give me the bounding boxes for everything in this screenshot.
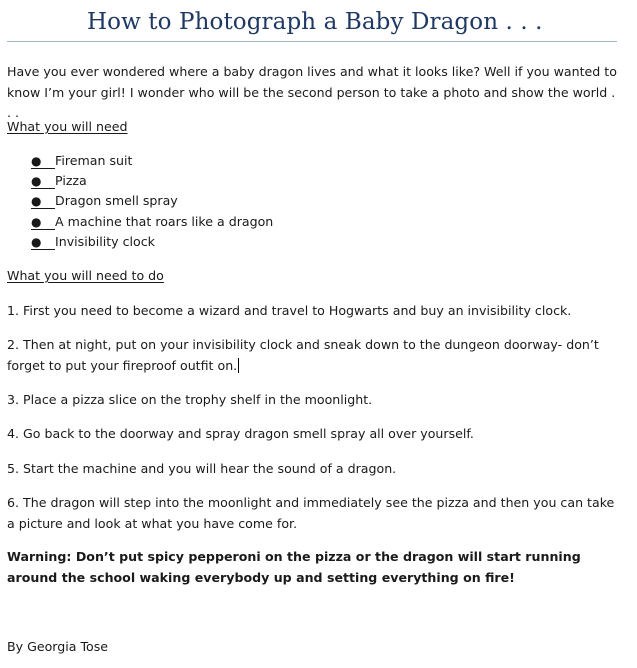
title-underline-rule <box>7 41 617 42</box>
step-paragraph: 4. Go back to the doorway and spray dragon smell spray all over yourself. <box>7 426 474 441</box>
list-item-label: A machine that roars like a dragon <box>55 213 274 229</box>
step-paragraph: 6. The dragon will step into the moonlight and immediately see the pizza and then you can take a picture and look at what you have come for. <box>7 495 615 531</box>
intro-paragraph: Have you ever wondered where a baby dragon lives and what it looks like? Well if you wanted to know I’m your girl! I wonder who will be the second person to take a photo and show the world . . . <box>7 64 617 120</box>
need-heading: What you will need <box>7 119 128 134</box>
bullet-icon: ● <box>31 236 55 250</box>
list-item <box>31 151 273 171</box>
do-heading: What you will need to do <box>7 268 164 283</box>
bullet-icon: ● <box>31 155 55 169</box>
bullet-icon: ● <box>31 195 55 209</box>
need-list <box>31 151 273 252</box>
list-item-label: Pizza <box>55 173 87 189</box>
author-line: By Georgia Tose <box>7 639 109 654</box>
list-item <box>31 171 273 191</box>
step-text: 2. Then at night, put on your invisibility clock and sneak down to the dungeon doorway- don’t forget to put your fireproof outfit on. <box>7 337 599 373</box>
list-item <box>31 232 273 252</box>
warning-paragraph: Warning: Don’t put spicy pepperoni on the pizza or the dragon will start running around the school waking everybody up and setting everything on fire! <box>7 549 581 585</box>
step-paragraph: 1. First you need to become a wizard and travel to Hogwarts and buy an invisibility clock. <box>7 303 572 318</box>
list-item <box>31 212 273 232</box>
list-item-label: Invisibility clock <box>55 233 155 249</box>
list-item <box>31 191 273 211</box>
list-item-label: Dragon smell spray <box>55 193 178 209</box>
document-title: How to Photograph a Baby Dragon . . . <box>87 9 543 35</box>
step-paragraph: 5. Start the machine and you will hear the sound of a dragon. <box>7 461 397 476</box>
bullet-icon: ● <box>31 175 55 189</box>
step-paragraph <box>7 335 619 376</box>
list-item-label: Fireman suit <box>55 153 133 168</box>
text-cursor <box>238 358 239 373</box>
bullet-icon: ● <box>31 216 55 230</box>
step-paragraph: 3. Place a pizza slice on the trophy shelf in the moonlight. <box>7 392 373 407</box>
